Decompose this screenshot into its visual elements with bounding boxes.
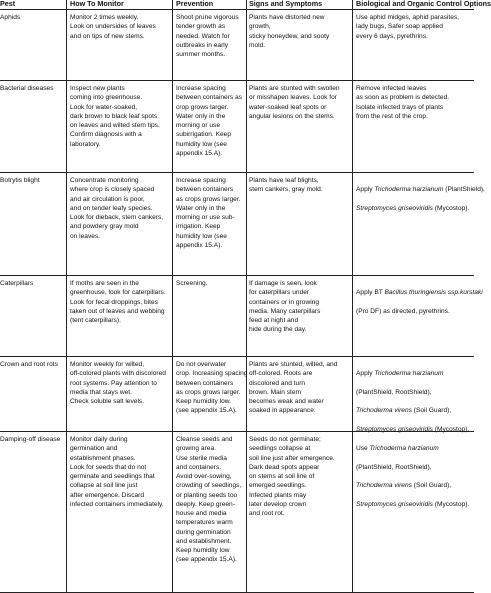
table-row xyxy=(0,431,474,592)
control-line: Apply Trichoderma harzianum (PlantShield), xyxy=(356,186,485,194)
pest-name: Caterpillars xyxy=(0,280,34,287)
signs-cell: Plants are stunted with swollen or misshapen leaves. Look for water-soaked leaf spots or angular lesions on the stems. xyxy=(249,85,340,120)
control-line: Use Trichoderma harzianum xyxy=(356,445,439,453)
control-line: Apply Trichoderma harzianum xyxy=(356,370,444,378)
signs-cell: Plants have leaf blights, stem cankers, gray mold. xyxy=(249,177,323,194)
pest-name: Botrytis blight xyxy=(0,177,40,184)
how-to-monitor-cell: Monitor 2 times weekly. Look on undersides of leaves and on tips of new stems. xyxy=(70,14,156,40)
header-control-options: Biological and Organic Control Options xyxy=(356,0,491,8)
how-to-monitor-cell: If moths are seen in the greenhouse, look for caterpillars. Look for fecal droppings, bites taken out of leaves and webbing (tent caterpillars). xyxy=(70,280,166,324)
table-row xyxy=(0,172,485,275)
how-to-monitor-cell: Monitor weekly for wilted, off-colored plants with discolored root systems. Pay attention to media that stays wet. Check soluble salt levels. xyxy=(70,361,166,405)
prevention-cell: Increase spacing between containers as crop grows larger. Water only in the morning or use subirrigation. Keep humidity low (see appendix 15.A). xyxy=(176,85,242,157)
header-pest: Pest xyxy=(0,0,16,8)
signs-cell: If damage is seen, look for caterpillars under containers or in growing media. Many caterpillars feed at night and hide during the day. xyxy=(249,280,321,334)
table-row xyxy=(0,275,483,356)
signs-cell: Plants have distorted new growth, sticky honeydew, and sooty mold. xyxy=(249,14,330,49)
control-cell: Remove infected leaves as soon as problem is detected. Isolate infected trays of plants from the rest of the crop. xyxy=(356,85,450,120)
pest-name: Crown and root rots xyxy=(0,361,58,368)
prevention-cell: Increase spacing between containers as crops grows larger. Water only in the morning or use sub- irrigation. Keep humidity low (see appendix 15.A). xyxy=(176,177,241,249)
control-line: Trichoderma virens (Soil Guard), xyxy=(356,482,452,490)
control-cell: Use aphid midges, aphid parasites, lady bugs, Safer soap applied every 6 days, pyrethrins. xyxy=(356,14,459,40)
signs-cell: Seeds do not germinate; seedlings collapse at soil line just after emergence. Dark dead spots appear on stems at soil line of emerged seedlings. Infected plants may later develop crown and root rot. xyxy=(249,436,335,517)
control-cell xyxy=(356,435,474,518)
control-line: (Pro DF) as directed, pyrethrins. xyxy=(356,307,450,315)
table-row xyxy=(0,80,474,172)
table-row xyxy=(0,9,474,80)
header-how-to-monitor: How To Monitor xyxy=(70,0,124,8)
prevention-cell: Screening. xyxy=(176,280,208,287)
header-prevention: Prevention xyxy=(176,0,214,8)
how-to-monitor-cell: Monitor daily during germination and establishment phases. Look for seeds that do not germinate and seedlings that collapse at soil line just after emergence. Discard infected containers immediately. xyxy=(70,436,164,508)
header-signs-and-symptoms: Signs and Symptoms xyxy=(249,0,323,8)
control-line: Streptomyces griseoviridis (Mycostop). xyxy=(356,425,470,433)
table-row xyxy=(0,356,474,431)
control-line: (PlantShield, RootShield), xyxy=(356,388,432,396)
prevention-cell: Cleanse seeds and growing area. Use sterile media and containers. Avoid over-sowing, crowding of seedlings, or planting seeds too deeply. Keep green- house and media temperatures warm during germination and establishment. Keep humidity low (see appendix 15.A). xyxy=(176,436,242,564)
control-line: Trichoderma virens (Soil Guard), xyxy=(356,407,452,415)
signs-cell: Plants are stunted, wilted, and off-colored. Roots are discolored and turn brown. Main stem becomes weak and water soaked in appearance. xyxy=(249,361,338,415)
pest-name: Aphids xyxy=(0,14,21,21)
control-line: Streptomyces griseoviridis (Mycostop). xyxy=(356,204,470,212)
control-line: (PlantShield, RootShield), xyxy=(356,463,432,471)
how-to-monitor-cell: Concentrate monitoring where crop is closely spaced and air circulation is poor, and on tender leafy species. Look for dieback, stem cankers, and powdery gray mold on leaves. xyxy=(70,177,164,240)
pest-name: Bacterial diseases xyxy=(0,85,54,92)
prevention-cell: Shoot prune vigorous tender growth as needed. Watch for outbreaks in early summer months. xyxy=(176,14,239,58)
control-line: Streptomyces griseoviridis (Mycostop). xyxy=(356,500,470,508)
prevention-cell: Do not overwater crop. Increasing spacing between containers as crops grows larger. Keep humidity low. (see appendix 15.A). xyxy=(176,361,248,415)
pest-name: Damping-off disease xyxy=(0,436,61,443)
control-cell xyxy=(356,279,483,325)
control-cell xyxy=(356,176,485,222)
how-to-monitor-cell: Inspect new plants coming into greenhouse. Look for water-soaked, dark brown to black leaf spots on leaves and wilted stem tips. Confirm diagnosis with a laboratory. xyxy=(70,85,160,148)
control-line: Apply BT Bacillus thuringiensis ssp.kurstaki xyxy=(356,289,483,297)
